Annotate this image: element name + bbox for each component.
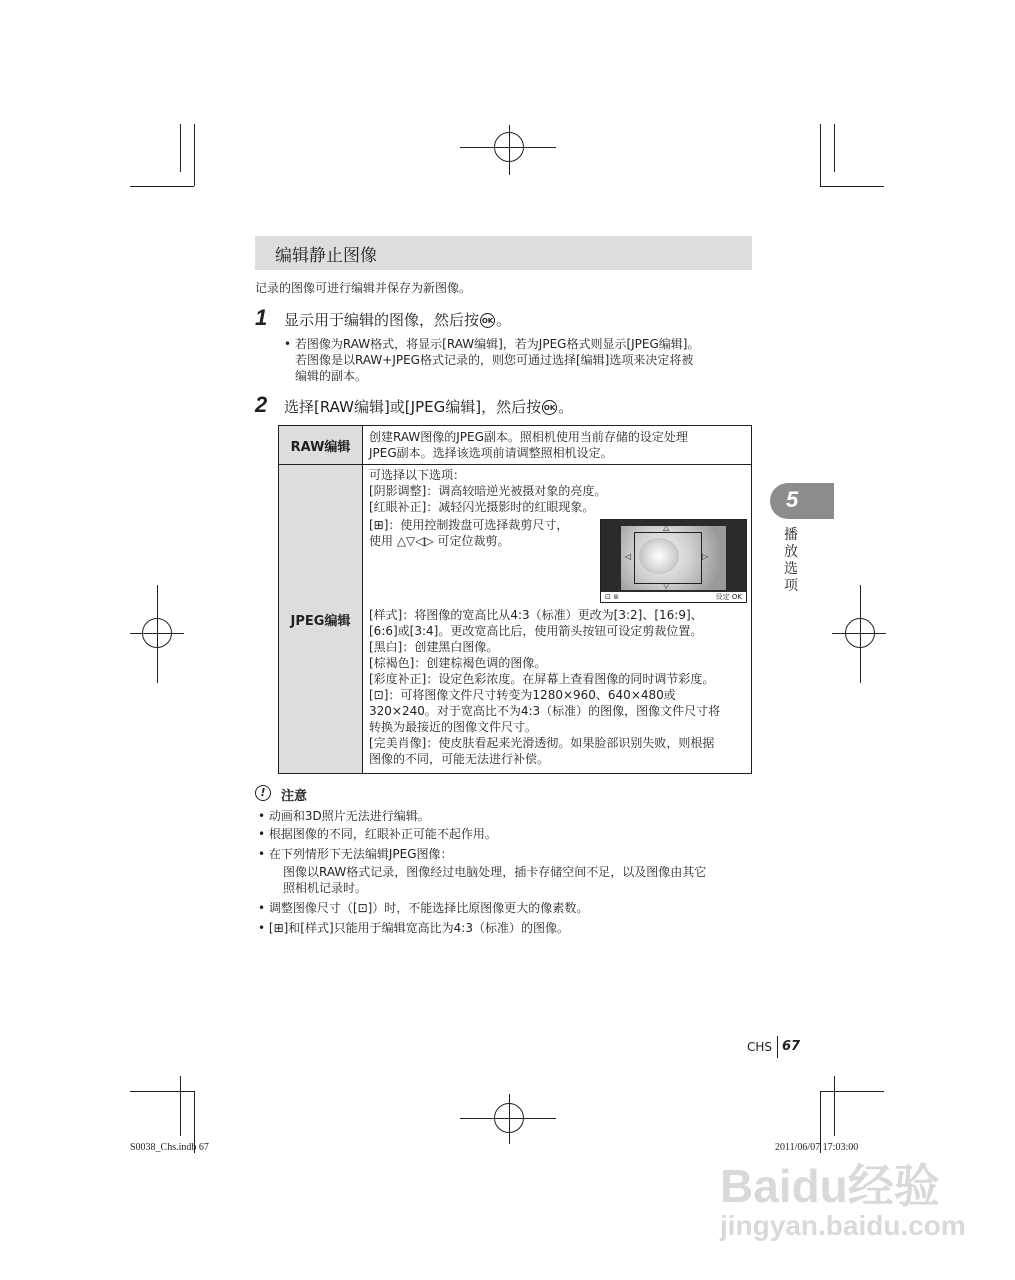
jpeg-option-line: 320×240。对于宽高比不为4:3（标准）的图像，图像文件尺寸将 xyxy=(369,704,721,718)
crop-preview-screen xyxy=(600,519,747,603)
step-text-b: 。 xyxy=(558,398,574,416)
raw-description-line: 创建RAW图像的JPEG副本。照相机使用当前存储的设定处理 xyxy=(369,430,688,444)
arrow-down-icon: ▽ xyxy=(663,581,670,590)
note-bullet: • 根据图像的不同，红眼补正可能不起作用。 xyxy=(258,827,497,841)
ok-button-icon: OK xyxy=(542,400,557,415)
step1-bullet-line: 编辑的副本。 xyxy=(295,369,368,383)
note-title: 注意 xyxy=(281,789,308,804)
jpeg-option-line: 可选择以下选项： xyxy=(369,468,466,482)
jpeg-option-line: 图像的不同，可能无法进行补偿。 xyxy=(369,752,550,766)
footer-file: S0038_Chs.indb 67 xyxy=(130,1142,209,1153)
raw-description-line: JPEG副本。选择该选项前请调整照相机设定。 xyxy=(369,446,613,460)
jpeg-option-line: [阴影调整]：调高较暗逆光被摄对象的亮度。 xyxy=(369,484,607,498)
step-text-a: 选择[RAW编辑]或[JPEG编辑]，然后按 xyxy=(284,398,542,416)
crop-frame xyxy=(634,532,702,584)
crop-mark xyxy=(820,1091,884,1092)
jpeg-option-line: [样式]：将图像的宽高比从4:3（标准）更改为[3:2]、[16:9]、 xyxy=(369,608,703,622)
caution-icon: ! xyxy=(255,785,271,801)
preview-set-label: 设定 OK xyxy=(715,593,742,601)
crop-mark xyxy=(157,585,158,683)
crop-mark xyxy=(834,124,835,172)
jpeg-option-line: [红眼补正]：减轻闪光摄影时的红眼现象。 xyxy=(369,500,595,514)
chapter-tab xyxy=(770,483,834,519)
crop-mark xyxy=(460,147,556,148)
crop-mark xyxy=(820,124,821,186)
step-number: 1 xyxy=(255,305,268,330)
arrow-left-icon: ◁ xyxy=(625,552,632,561)
step1-bullet-line: 若图像是以RAW+JPEG格式记录的，则您可通过选择[编辑]选项来决定将被 xyxy=(295,353,694,367)
page-language: CHS xyxy=(747,1040,773,1054)
raw-edit-description xyxy=(363,426,752,465)
raw-edit-label: RAW编辑 xyxy=(279,426,363,465)
chapter-number: 5 xyxy=(786,487,799,512)
crop-mark xyxy=(130,1091,194,1092)
jpeg-option-line: [彩度补正]：设定色彩浓度。在屏幕上查看图像的同时调节彩度。 xyxy=(369,672,715,686)
jpeg-option-line: [棕褐色]：创建棕褐色调的图像。 xyxy=(369,656,547,670)
section-title: 编辑静止图像 xyxy=(275,246,377,266)
step-number: 2 xyxy=(255,392,268,417)
crop-mark xyxy=(860,585,861,683)
jpeg-option-line: [完美肖像]：使皮肤看起来光滑透彻。如果脸部识别失败，则根据 xyxy=(369,736,715,750)
arrow-up-icon: △ xyxy=(663,523,670,532)
footer-timestamp: 2011/06/07 17:03:00 xyxy=(775,1142,859,1153)
crop-mark xyxy=(180,1076,181,1136)
crop-mark xyxy=(509,125,510,175)
page-number: 67 xyxy=(782,1039,801,1054)
jpeg-edit-label: JPEG编辑 xyxy=(279,465,363,774)
jpeg-option-line: [⊞]：使用控制拨盘可选择裁剪尺寸， xyxy=(369,518,569,532)
jpeg-option-line: [⊡]：可将图像文件尺寸转变为1280×960、640×480或 xyxy=(369,688,676,702)
baidu-watermark-logo: Baidu经验 xyxy=(720,1160,940,1212)
section-heading-bar xyxy=(255,236,752,270)
jpeg-option-line: [黑白]：创建黑白图像。 xyxy=(369,640,499,654)
crop-mark xyxy=(509,1094,510,1144)
note-bullet: • 在下列情形下无法编辑JPEG图像： xyxy=(258,847,453,861)
note-bullet-continued: 照相机记录时。 xyxy=(283,881,368,895)
note-bullet: • [⊞]和[样式]只能用于编辑宽高比为4:3（标准）的图像。 xyxy=(258,921,569,935)
step1-bullet-line: • 若图像为RAW格式，将显示[RAW编辑]，若为JPEG格式则显示[JPEG编辑]。 xyxy=(284,337,700,351)
crop-mark xyxy=(180,124,181,172)
table-row xyxy=(279,465,752,774)
chapter-label: 播放选项 xyxy=(784,527,798,594)
jpeg-option-line: 使用 △▽◁▷ 可定位裁剪。 xyxy=(369,534,510,548)
note-bullet: • 调整图像尺寸（[⊡]）时，不能选择比原图像更大的像素数。 xyxy=(258,901,589,915)
crop-mark xyxy=(130,186,194,187)
crop-mark xyxy=(820,186,884,187)
preview-icons: ⊡ ⊚ xyxy=(605,593,619,601)
crop-mark xyxy=(832,633,886,634)
step-text-b: 。 xyxy=(496,311,512,329)
step-text xyxy=(284,309,511,330)
jpeg-edit-description xyxy=(363,465,752,774)
baidu-watermark-url: jingyan.baidu.com xyxy=(720,1210,966,1241)
note-bullet: • 动画和3D照片无法进行编辑。 xyxy=(258,809,430,823)
page-number-divider xyxy=(777,1036,778,1058)
jpeg-option-line: 转换为最接近的图像文件尺寸。 xyxy=(369,720,538,734)
crop-mark xyxy=(194,124,195,186)
intro-text: 记录的图像可进行编辑并保存为新图像。 xyxy=(255,281,472,295)
crop-mark xyxy=(834,1076,835,1136)
step-text xyxy=(284,396,573,417)
note-bullet-continued: 图像以RAW格式记录，图像经过电脑处理，插卡存储空间不足，以及图像由其它 xyxy=(283,865,707,879)
jpeg-option-line: [6:6]或[3:4]。更改宽高比后，使用箭头按钮可设定剪裁位置。 xyxy=(369,624,703,638)
ok-button-icon: OK xyxy=(480,313,495,328)
arrow-right-icon: ▷ xyxy=(702,552,709,561)
table-row xyxy=(279,426,752,465)
preview-status-bar xyxy=(601,592,746,602)
step-text-a: 显示用于编辑的图像，然后按 xyxy=(284,311,480,329)
crop-mark xyxy=(460,1118,556,1119)
